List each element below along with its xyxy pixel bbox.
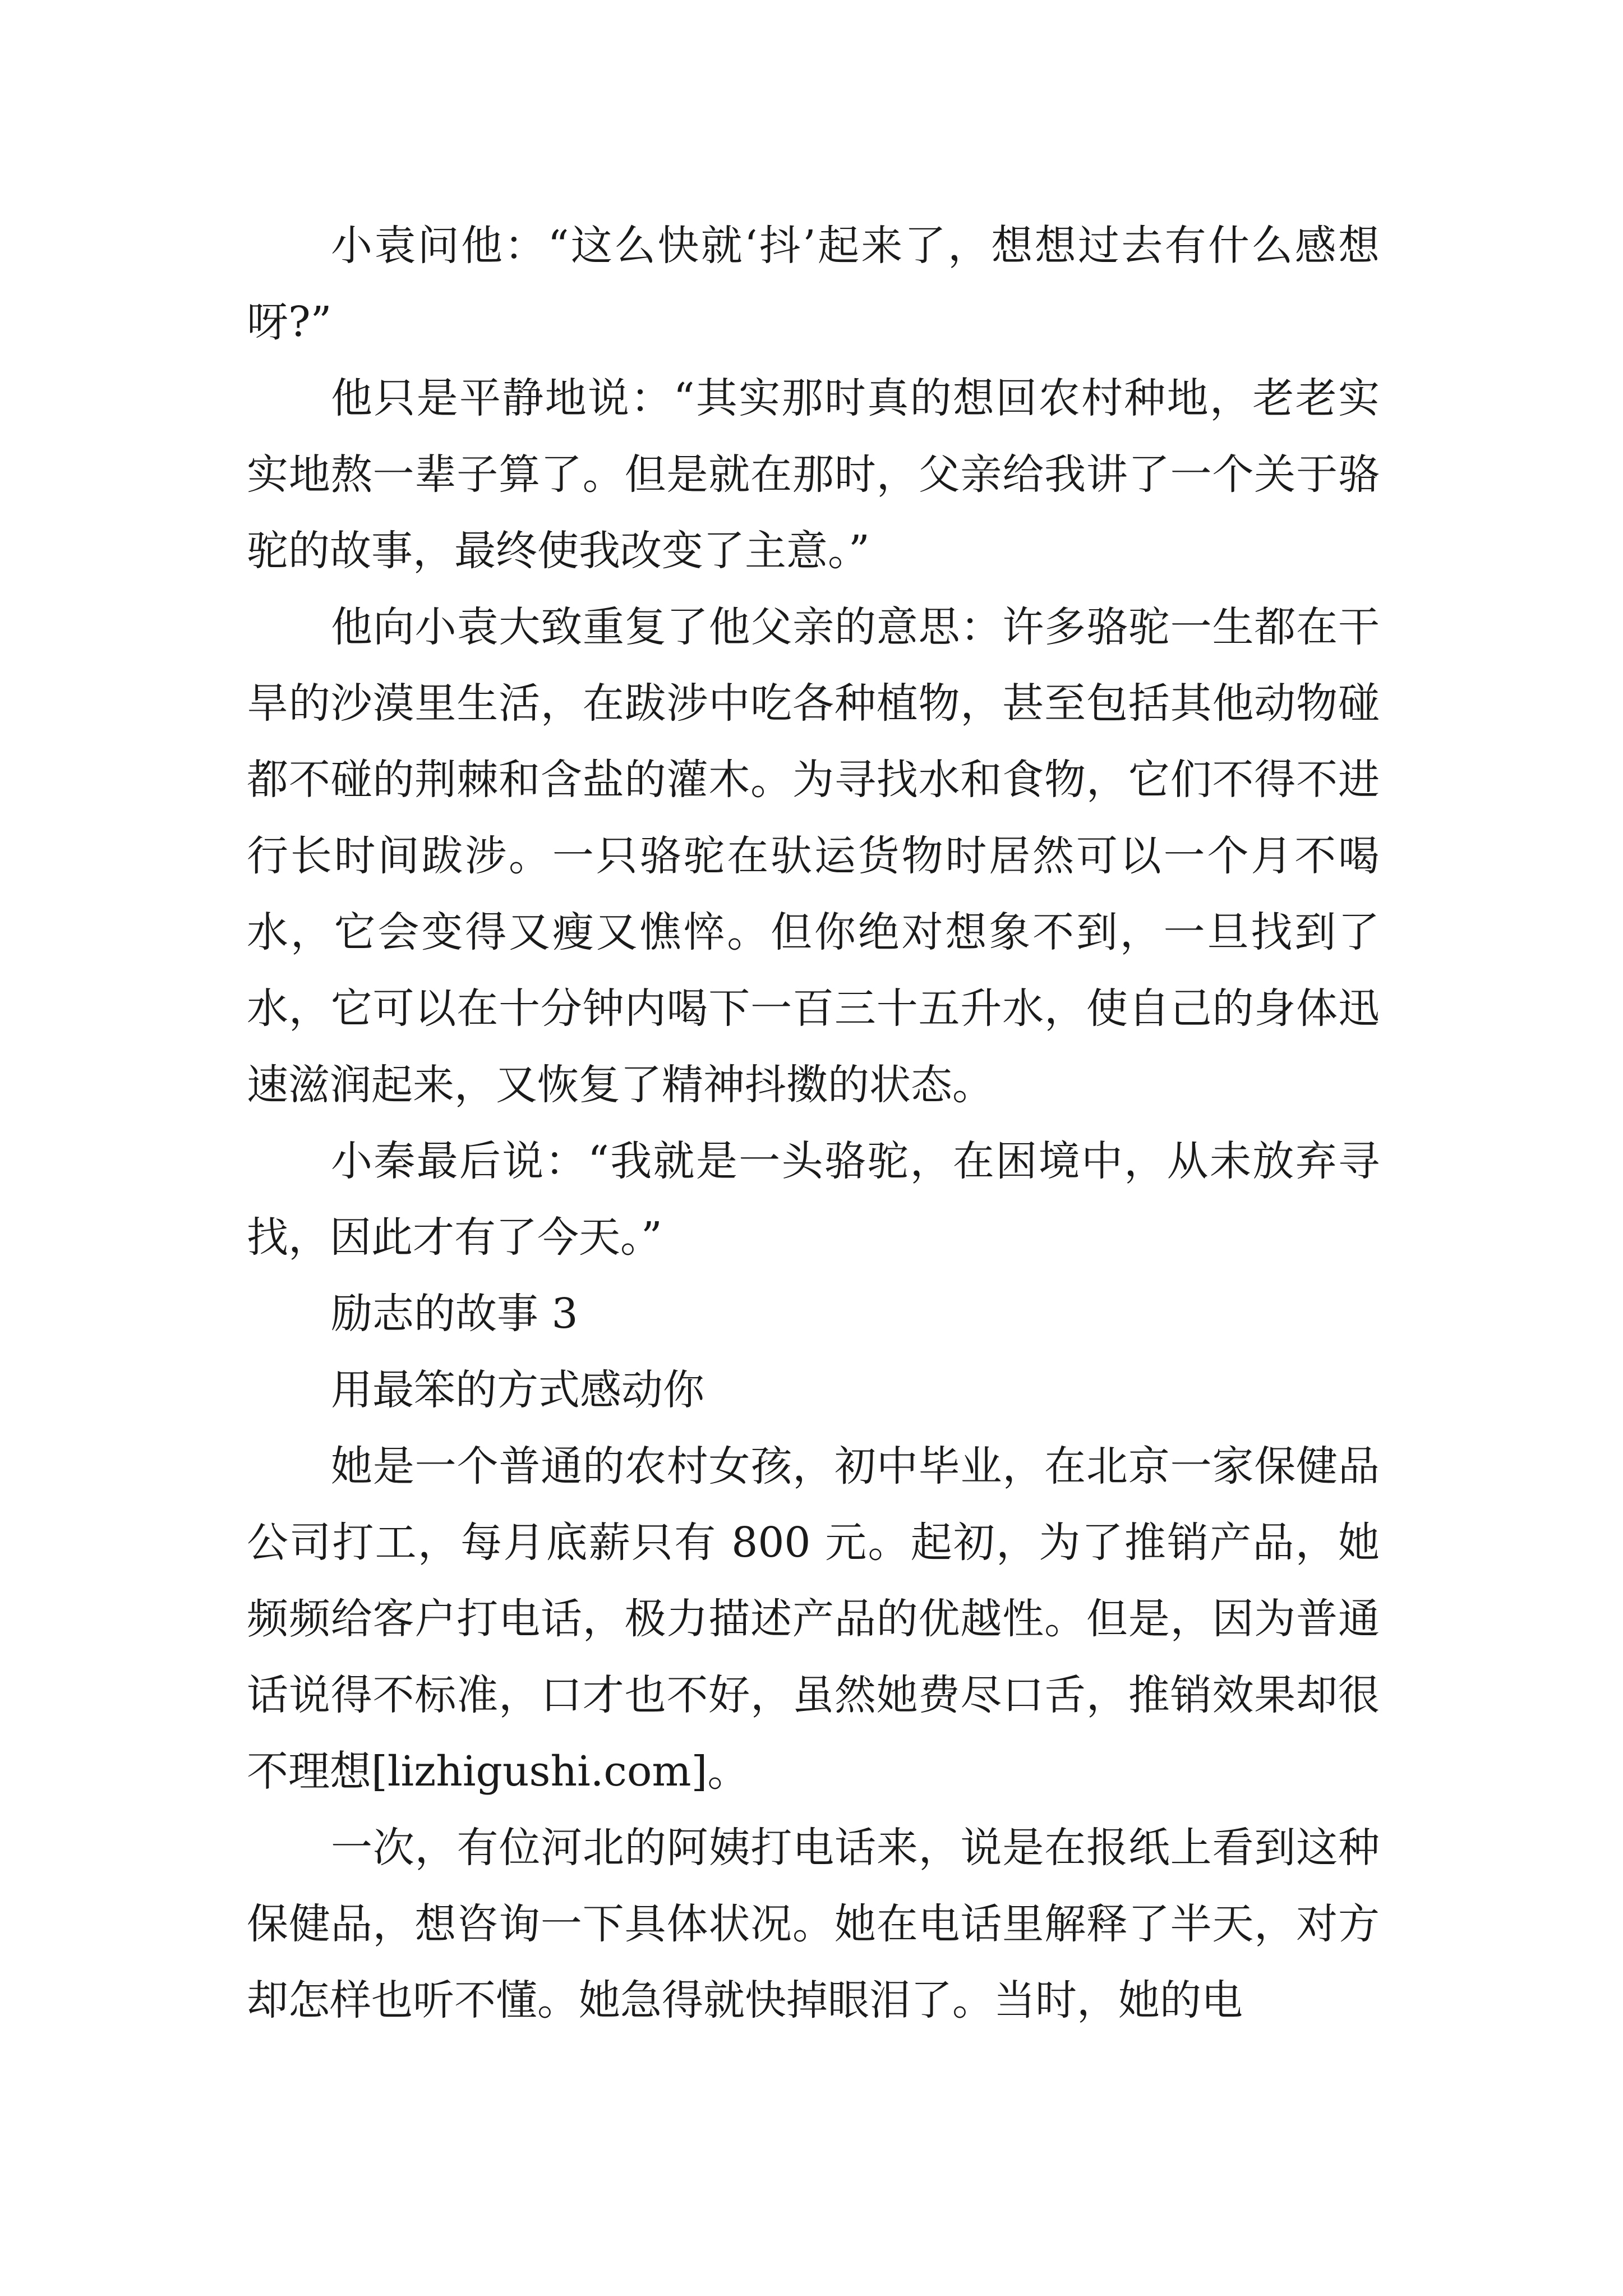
section-heading: 励志的故事 3	[331, 1290, 578, 1338]
paragraph: 他只是平静地说：“其实那时真的想回农村种地，老老实实地熬一辈子算了。但是就在那时，父亲给我讲了一个关于骆驼的故事，最终使我改变了主意。”	[247, 374, 1380, 575]
paragraph: 一次，有位河北的阿姨打电话来，说是在报纸上看到这种保健品，想咨询一下具体状况。她在电话里解释了半天，对方却怎样也听不懂。她急得就快掉眼泪了。当时，她的电	[247, 1824, 1380, 2024]
paragraph: 小袁问他：“这么快就‘抖’起来了，想想过去有什么感想呀?”	[247, 222, 1380, 346]
paragraph: 她是一个普通的农村女孩，初中毕业，在北京一家保健品公司打工，每月底薪只有 800 元。起初，为了推销产品，她频频给客户打电话，极力描述产品的优越性。但是，因为普通话说得不标准，口才也不好，虽然她费尽口舌，推销效果却很不理想[lizhigushi.com]。	[247, 1442, 1380, 1796]
story-title: 用最笨的方式感动你	[331, 1366, 704, 1414]
paragraph: 他向小袁大致重复了他父亲的意思：许多骆驼一生都在干旱的沙漠里生活，在跋涉中吃各种植物，甚至包括其他动物碰都不碰的荆棘和含盐的灌木。为寻找水和食物，它们不得不进行长时间跋涉。一只骆驼在驮运货物时居然可以一个月不喝水，它会变得又瘦又憔悴。但你绝对想象不到，一旦找到了水，它可以在十分钟内喝下一百三十五升水，使自己的身体迅速滋润起来，又恢复了精神抖擞的状态。	[247, 603, 1380, 1109]
paragraph: 小秦最后说：“我就是一头骆驼，在困境中，从未放弃寻找，因此才有了今天。”	[247, 1137, 1380, 1262]
document-body	[247, 208, 1380, 2039]
